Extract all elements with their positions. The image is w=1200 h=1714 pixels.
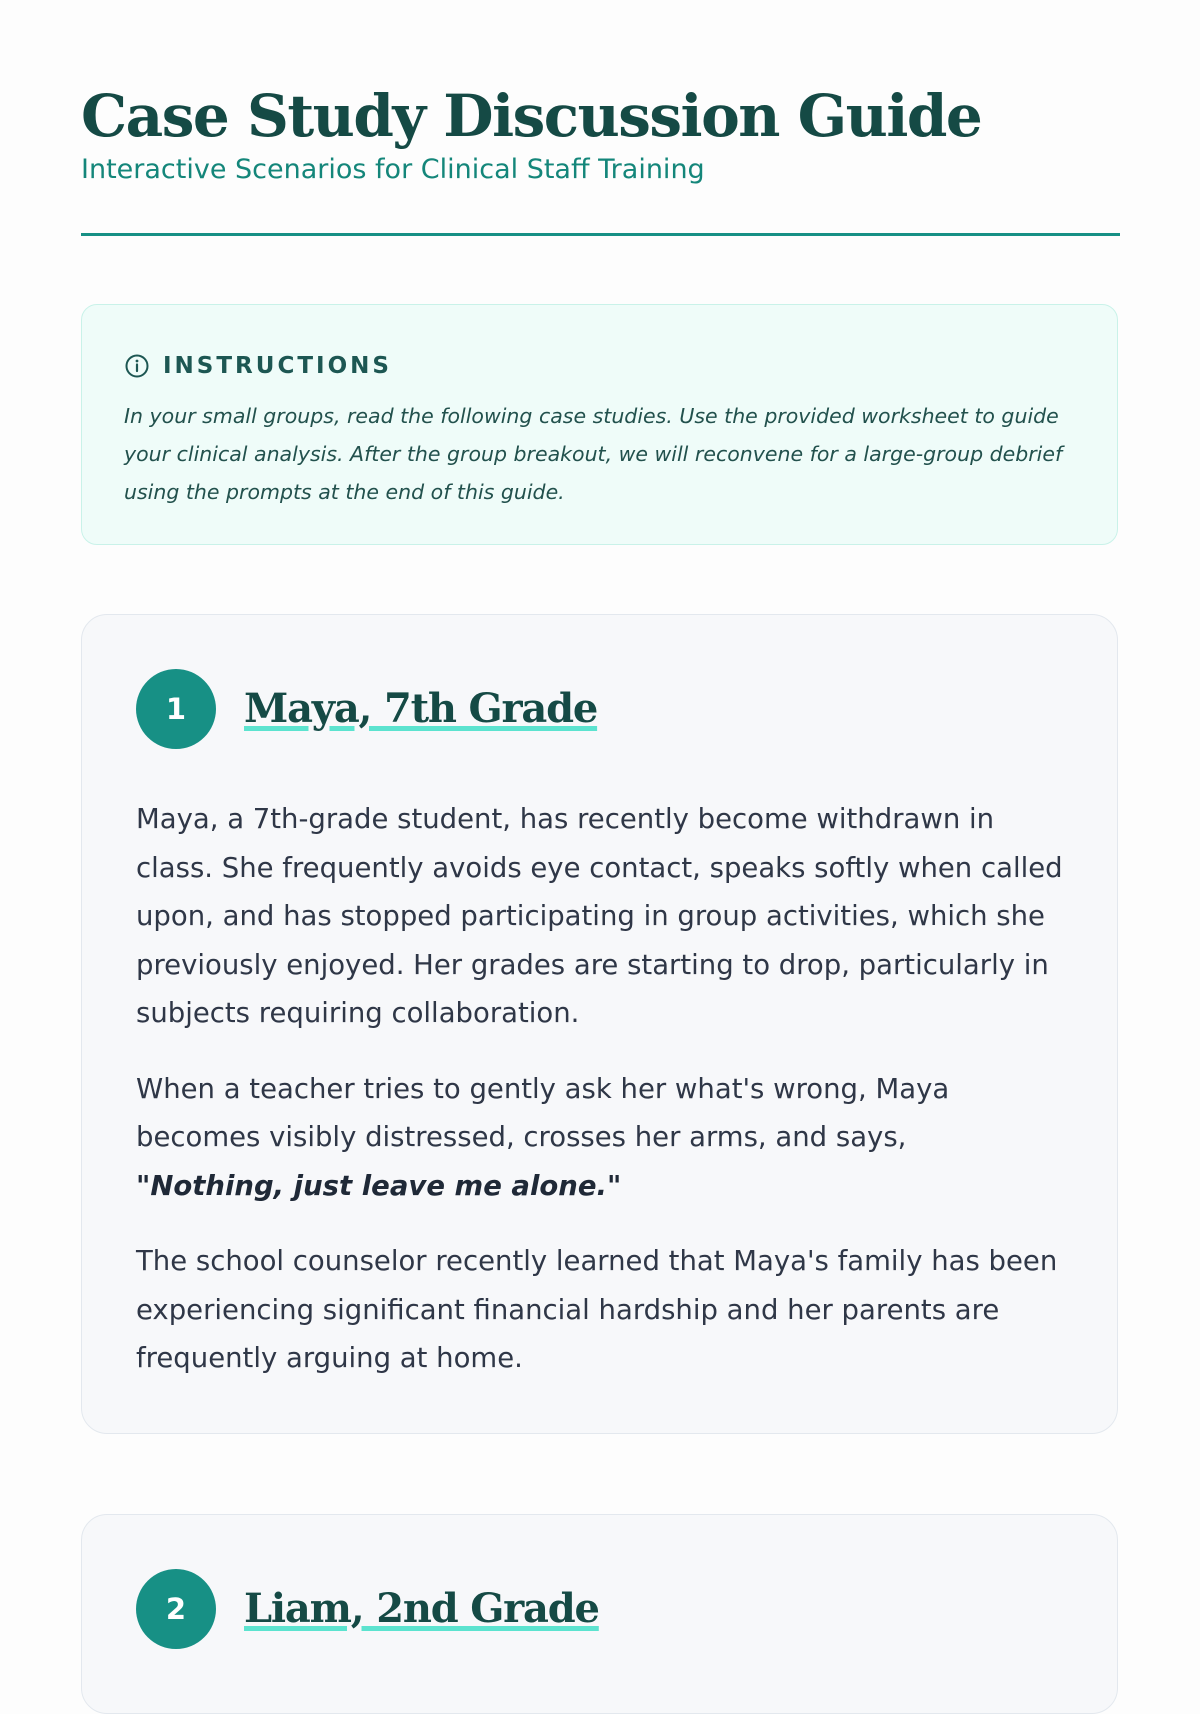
instructions-header <box>124 346 392 386</box>
instructions-label: INSTRUCTIONS <box>163 353 392 379</box>
case-description <box>136 795 1066 1383</box>
case-paragraph: Maya, a 7th-grade student, has recently become withdrawn in class. She frequently avoids eye contact, speaks softly when called upon, and has stopped participating in group activities, which she previously enjoyed. Her grades are starting to drop, particularly in subjects requiring collaboration. <box>136 803 1063 1029</box>
case-title: Liam, 2nd Grade <box>244 1585 599 1632</box>
case-paragraph: The school counselor recently learned that Maya's family has been experiencing significant financial hardship and her parents are frequently arguing at home. <box>136 1245 1058 1374</box>
info-icon <box>124 353 150 379</box>
instructions-text: In your small groups, read the following case studies. Use the provided worksheet to guide your clinical analysis. After the group breakout, we will reconvene for a large-group debrief using the prompts at the end of this guide. <box>124 404 1063 504</box>
case-paragraph <box>136 1065 1066 1211</box>
case-number-badge: 2 <box>136 1569 216 1649</box>
title-divider <box>81 233 1120 236</box>
case-study-card <box>81 1514 1118 1714</box>
instructions-panel <box>81 304 1118 545</box>
case-number-badge: 1 <box>136 669 216 749</box>
case-study-card <box>81 614 1118 1434</box>
case-paragraph-text: When a teacher tries to gently ask her what's wrong, Maya becomes visibly distressed, crosses her arms, and says, <box>136 1072 950 1153</box>
case-title: Maya, 7th Grade <box>244 685 598 732</box>
page-subtitle: Interactive Scenarios for Clinical Staff Training <box>81 154 705 185</box>
student-quote: "Nothing, just leave me alone." <box>136 1169 622 1202</box>
page-title: Case Study Discussion Guide <box>81 82 982 150</box>
